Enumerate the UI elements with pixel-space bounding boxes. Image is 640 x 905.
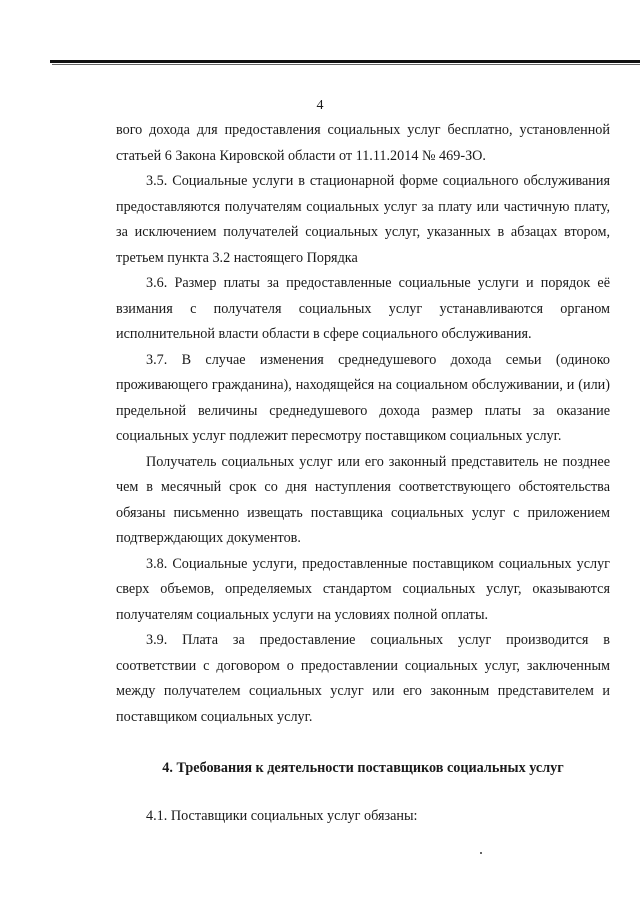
paragraph-continuation: вого дохода для предоставления социальных услуг бесплатно, установленной статьей 6 Закона Кировской области от 11.11.2014 № 469-ЗО. [116, 122, 610, 164]
paragraph-3-8: 3.8. Социальные услуги, предоставленные поставщиком социальных услуг сверх объемов, определяемых стандартом социальных услуг, оказываются получателям социальных услуги на условиях полной оплаты. [116, 555, 610, 623]
document-body [116, 118, 610, 829]
page-number: 4 [316, 98, 324, 113]
paragraph-recipient-notice: Получатель социальных услуг или его законный представитель не позднее чем в месячный срок со дня наступления соответствующего обстоятельства обязаны письменно извещать поставщика социальных услуг с приложением подтверждающих документов. [116, 453, 610, 546]
paragraph-3-7: 3.7. В случае изменения среднедушевого дохода семьи (одиноко проживающего гражданина), находящейся на социальном обслуживании, и (или) предельной величины среднедушевого дохода размер платы за оказание социальных услуг подлежит пересмотру поставщиком социальных услуг. [116, 351, 610, 444]
paragraph-3-9: 3.9. Плата за предоставление социальных услуг производится в соответствии с договором о предоставлении социальных услуг, заключенным между получателем социальных услуг или его законным представителем и поставщиком социальных услуг. [116, 632, 610, 725]
header-rule [50, 60, 640, 63]
paragraph-3-5: 3.5. Социальные услуги в стационарной форме социального обслуживания предоставляются получателям социальных услуг за плату или частичную плату, за исключением получателей социальных услуг, указанных в абзацах втором, третьем пункта 3.2 настоящего Порядка [116, 173, 610, 266]
header-rule-thin [52, 64, 640, 65]
paragraph-3-6: 3.6. Размер платы за предоставленные социальные услуги и порядок её взимания с получателя социальных услуг устанавливаются органом исполнительной власти области в сфере социального обслуживания. [116, 275, 610, 342]
section-heading: 4. Требования к деятельности поставщиков социальных услуг [162, 760, 564, 776]
paragraph-4-1: 4.1. Поставщики социальных услуг обязаны: [146, 807, 418, 824]
scan-speck [480, 852, 482, 854]
